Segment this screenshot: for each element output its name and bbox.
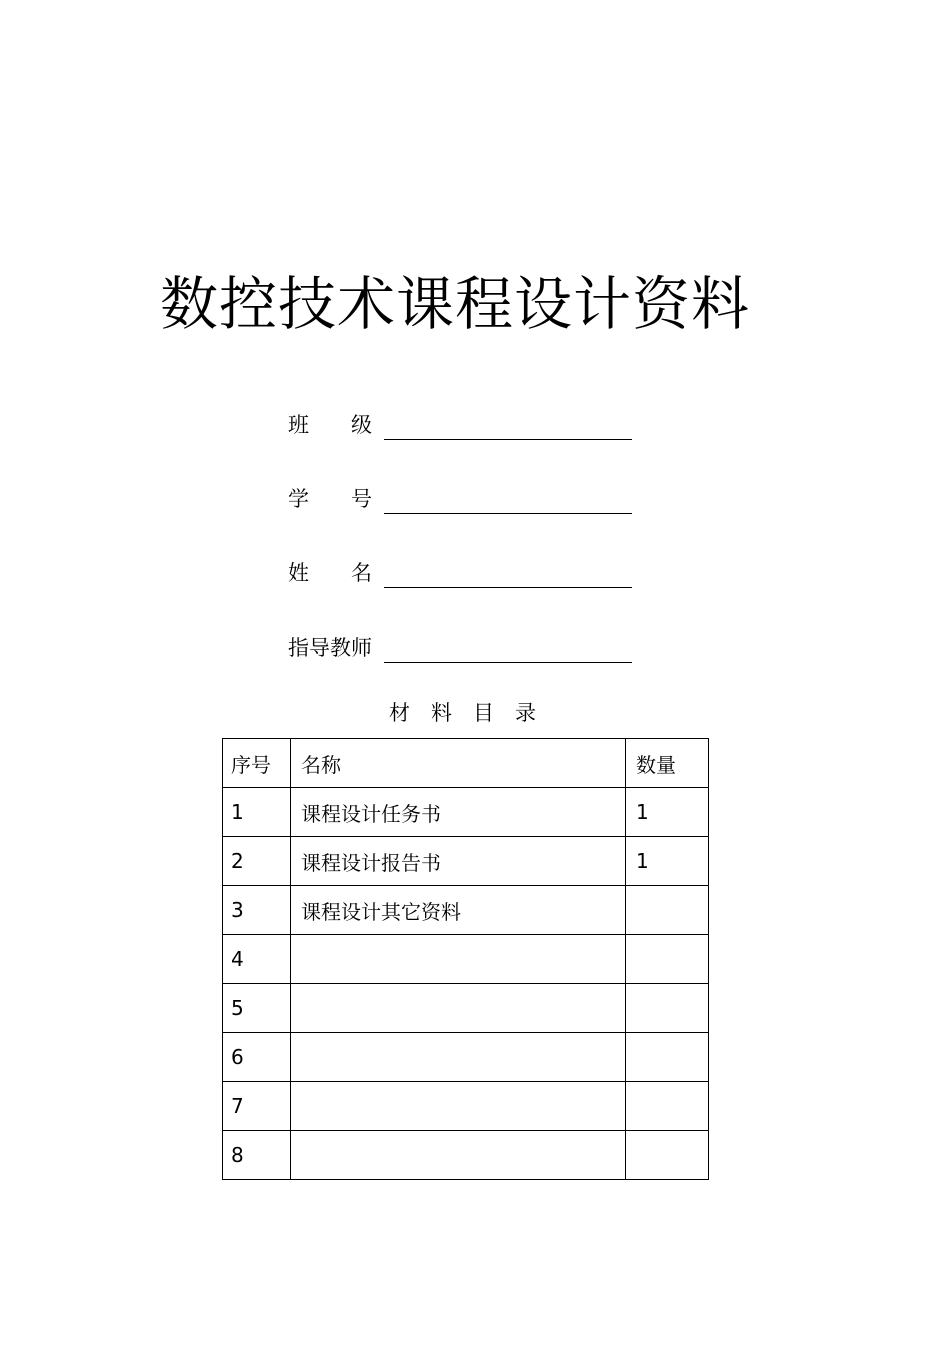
student-id-field-line[interactable] [384, 513, 632, 514]
advisor-field-line[interactable] [384, 662, 632, 663]
row-no: 6 [223, 1033, 291, 1082]
student-id-label: 学 号 [288, 487, 372, 511]
table-row [223, 984, 709, 1033]
row-no: 3 [223, 886, 291, 935]
row-qty [626, 1131, 709, 1180]
table-row [223, 1131, 709, 1180]
table-row [223, 837, 709, 886]
row-name [291, 984, 626, 1033]
row-qty [626, 935, 709, 984]
row-name: 课程设计报告书 [291, 837, 626, 886]
row-qty: 1 [626, 788, 709, 837]
row-name [291, 1131, 626, 1180]
row-name [291, 935, 626, 984]
table-row [223, 1033, 709, 1082]
table-row [223, 886, 709, 935]
row-name: 课程设计任务书 [291, 788, 626, 837]
class-label: 班 级 [288, 413, 372, 437]
row-qty [626, 984, 709, 1033]
page-title: 数控技术课程设计资料 [159, 270, 750, 338]
row-no: 4 [223, 935, 291, 984]
row-no: 2 [223, 837, 291, 886]
header-qty: 数量 [626, 739, 709, 788]
materials-table [222, 738, 709, 1180]
toc-heading: 材 料 目 录 [389, 701, 536, 725]
row-no: 7 [223, 1082, 291, 1131]
row-name [291, 1033, 626, 1082]
row-qty [626, 1033, 709, 1082]
name-label: 姓 名 [288, 561, 372, 585]
table-header-row [223, 739, 709, 788]
row-name: 课程设计其它资料 [291, 886, 626, 935]
table-row [223, 935, 709, 984]
row-name [291, 1082, 626, 1131]
name-field-line[interactable] [384, 587, 632, 588]
table-row [223, 788, 709, 837]
row-no: 8 [223, 1131, 291, 1180]
header-no: 序号 [223, 739, 291, 788]
row-no: 1 [223, 788, 291, 837]
class-field-line[interactable] [384, 439, 632, 440]
row-no: 5 [223, 984, 291, 1033]
row-qty [626, 1082, 709, 1131]
row-qty [626, 886, 709, 935]
header-name: 名称 [291, 739, 626, 788]
table-row [223, 1082, 709, 1131]
advisor-label: 指导教师 [288, 636, 372, 660]
row-qty: 1 [626, 837, 709, 886]
